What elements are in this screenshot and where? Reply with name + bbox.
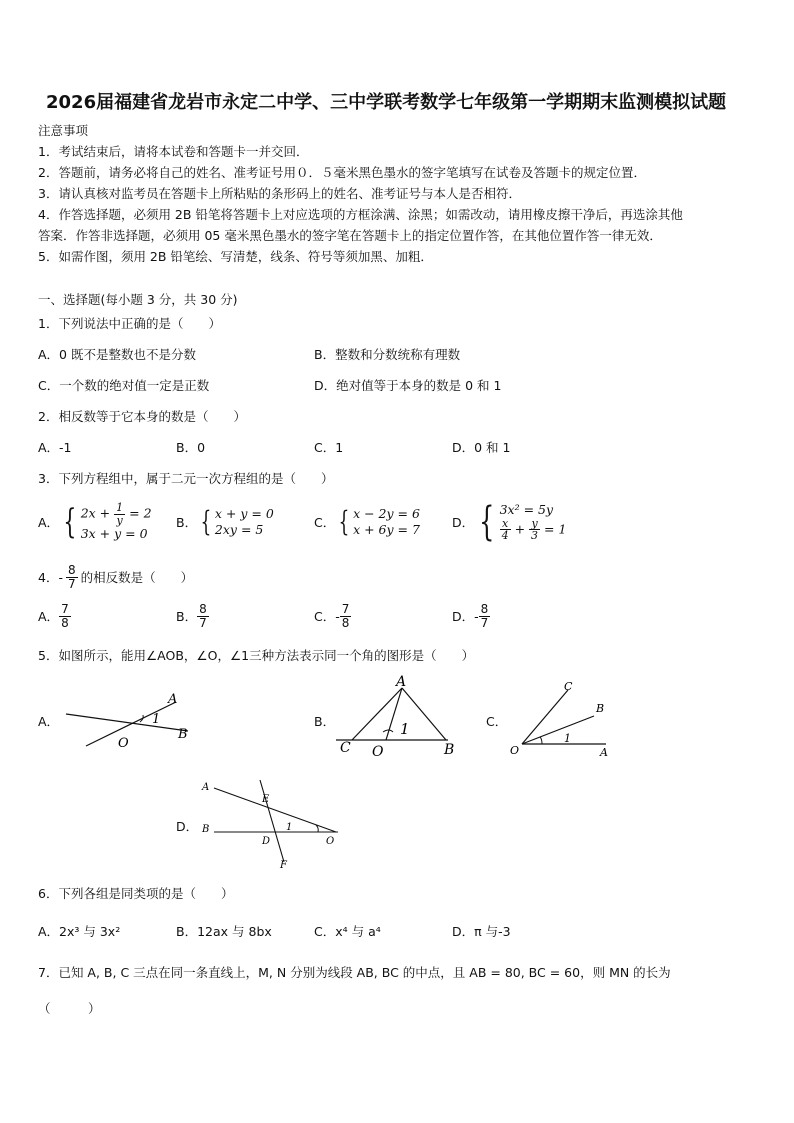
q6-option-d: D．π 与-3 xyxy=(452,924,511,939)
denominator: 7 xyxy=(480,615,489,630)
question-7-paren: （ ） xyxy=(38,1001,101,1016)
numerator: 8 xyxy=(480,601,489,616)
question-7-stem: 7．已知 A, B, C 三点在同一条直线上，M, N 分别为线段 AB, BC 的中点，且 AB = 80, BC = 60，则 MN 的长为 xyxy=(38,965,671,980)
q3-option-b xyxy=(176,501,274,543)
label-f: F xyxy=(280,860,287,870)
notice-item: 3．请认真核对监考员在答题卡上所粘贴的条形码上的姓名、准考证号与本人是否相符． xyxy=(38,186,521,201)
equation-system xyxy=(353,506,420,537)
label-e: E xyxy=(262,794,270,805)
fraction xyxy=(59,603,71,629)
label-c: C xyxy=(564,680,573,693)
q5-option-b-label: B． xyxy=(314,714,336,729)
label-a: A xyxy=(202,782,210,793)
denominator: 3 xyxy=(531,529,539,543)
question-1-stem: 1．下列说法中正确的是（ ） xyxy=(38,316,221,331)
label-a: A xyxy=(168,692,178,707)
option-label: B． xyxy=(176,515,198,530)
equation-line xyxy=(500,518,567,542)
notice-item: 2．答题前，请务必将自己的姓名、准考证号用０．５毫米黑色墨水的签字笔填写在试卷及答题卡的规定位置． xyxy=(38,165,646,180)
label-b: B xyxy=(178,727,188,742)
fraction xyxy=(529,518,540,542)
question-2-stem: 2．相反数等于它本身的数是（ ） xyxy=(38,409,246,424)
stem-suffix: 的相反数是（ ） xyxy=(80,570,194,585)
label-d: D xyxy=(262,836,271,847)
question-6-stem: 6．下列各组是同类项的是（ ） xyxy=(38,886,234,901)
label-1: 1 xyxy=(400,720,410,738)
q5-figure-c xyxy=(506,676,618,760)
q2-option-c: C．1 xyxy=(314,440,344,455)
denominator: 4 xyxy=(501,529,509,543)
label-1: 1 xyxy=(152,712,161,727)
label-a: A xyxy=(396,674,407,690)
fraction xyxy=(197,603,209,629)
q1-option-b: B．整数和分数统称有理数 xyxy=(314,347,461,362)
denominator: 8 xyxy=(341,615,350,630)
q6-option-b: B．12ax 与 8bx xyxy=(176,924,272,939)
denominator: 7 xyxy=(67,576,76,591)
equation-system xyxy=(500,502,567,542)
equation-part: + xyxy=(514,521,526,537)
angle-arc xyxy=(540,737,542,744)
numerator: 8 xyxy=(199,601,207,616)
equation-line: 3x² = 5y xyxy=(499,502,554,518)
fraction xyxy=(479,603,491,629)
notice-heading: 注意事项 xyxy=(38,123,89,138)
q2-option-d: D．0 和 1 xyxy=(452,440,511,455)
ray-ob xyxy=(522,716,594,744)
numerator: 1 xyxy=(116,501,124,515)
brace-icon: { xyxy=(63,502,77,542)
numerator: 8 xyxy=(67,562,76,577)
q1-option-a: A．0 既不是整数也不是分数 xyxy=(38,347,196,362)
equation-system xyxy=(215,506,274,537)
stem-prefix: 4．- xyxy=(38,570,63,585)
page-title: 2026届福建省龙岩市永定二中学、三中学联考数学七年级第一学期期末监测模拟试题 xyxy=(46,92,727,113)
q3-option-d xyxy=(452,494,566,550)
equation-line: x − 2y = 6 xyxy=(353,506,420,522)
q3-option-a xyxy=(38,497,152,547)
q4-option-a xyxy=(38,599,71,633)
numerator: x xyxy=(500,518,511,531)
brace-icon: { xyxy=(200,505,212,538)
option-label: A． xyxy=(38,609,60,624)
label-b: B xyxy=(202,824,210,835)
numerator: 7 xyxy=(61,601,69,616)
equation-part: 2x + xyxy=(80,505,111,521)
q2-option-b: B．0 xyxy=(176,440,206,455)
q5-option-a-label: A． xyxy=(38,714,60,729)
label-1: 1 xyxy=(286,822,293,833)
fraction xyxy=(114,502,125,526)
q6-option-a: A．2x³ 与 3x² xyxy=(38,924,121,939)
option-label: B． xyxy=(176,609,198,624)
option-label: C．- xyxy=(314,609,340,624)
line-ef xyxy=(260,780,284,862)
label-c: C xyxy=(340,740,351,756)
q1-option-d: D．绝对值等于本身的数是 0 和 1 xyxy=(314,378,502,393)
q5-figure-d xyxy=(200,778,350,870)
notice-item: 4．作答选择题，必须用 2B 铅笔将答题卡上对应选项的方框涂满、涂黑；如需改动，请用橡皮擦干净后，再选涂其他 xyxy=(38,207,683,222)
denominator: y xyxy=(116,513,123,527)
numerator: 7 xyxy=(341,601,350,616)
label-1: 1 xyxy=(564,732,571,745)
q4-option-b xyxy=(176,599,209,633)
fraction xyxy=(66,564,78,590)
equation-part: = 1 xyxy=(544,521,567,537)
q5-option-c-label: C． xyxy=(486,714,508,729)
line-ao xyxy=(214,788,336,832)
equation-line: 2xy = 5 xyxy=(214,522,264,537)
option-label: D．- xyxy=(452,609,479,624)
q3-option-c xyxy=(314,501,420,543)
denominator: 8 xyxy=(61,615,69,630)
line-oa xyxy=(86,702,176,746)
option-label: C． xyxy=(314,515,336,530)
section-heading: 一、选择题(每小题 3 分，共 30 分) xyxy=(38,292,238,307)
label-o: O xyxy=(118,736,129,748)
fraction xyxy=(340,603,352,629)
notice-item: 答案．作答非选择题，必须用 05 毫米黑色墨水的签字笔在答题卡上的指定位置作答，在其他位置作答一律无效． xyxy=(38,228,662,243)
numerator: y xyxy=(529,518,540,531)
q1-option-c: C．一个数的绝对值一定是正数 xyxy=(38,378,210,393)
fraction xyxy=(500,518,511,542)
brace-icon: { xyxy=(338,505,350,538)
denominator: 7 xyxy=(199,615,207,630)
equation-line: x + 6y = 7 xyxy=(353,522,420,537)
notice-item: 5．如需作图，须用 2B 铅笔绘、写清楚，线条、符号等须加黑、加粗． xyxy=(38,249,433,264)
equation-system xyxy=(81,502,152,542)
q4-option-d xyxy=(452,599,490,633)
ray-oc xyxy=(522,690,568,744)
label-b: B xyxy=(444,742,455,758)
label-o: O xyxy=(326,836,335,847)
question-3-stem: 3．下列方程组中，属于二元一次方程组的是（ ） xyxy=(38,471,334,486)
equation-line: 3x + y = 0 xyxy=(80,526,148,542)
label-b: B xyxy=(596,702,605,715)
label-o: O xyxy=(372,744,384,760)
q6-option-c: C．x⁴ 与 a⁴ xyxy=(314,924,381,939)
q2-option-a: A．-1 xyxy=(38,440,72,455)
q5-figure-a xyxy=(60,688,200,748)
equation-line: x + y = 0 xyxy=(214,506,274,522)
question-4-stem xyxy=(38,560,193,594)
q5-option-d-label: D． xyxy=(176,819,199,834)
brace-icon: { xyxy=(479,499,495,545)
line-ob xyxy=(66,714,188,731)
label-a: A xyxy=(600,746,608,759)
equation-part: = 2 xyxy=(129,505,152,521)
option-label: A． xyxy=(38,515,60,530)
question-5-stem: 5．如图所示，能用∠AOB，∠O，∠1三种方法表示同一个角的图形是（ ） xyxy=(38,648,475,663)
q4-option-c xyxy=(314,599,351,633)
q5-figure-b xyxy=(336,672,466,760)
notice-item: 1．考试结束后，请将本试卷和答题卡一并交回． xyxy=(38,144,309,159)
option-label: D． xyxy=(452,515,475,530)
label-o: O xyxy=(510,744,520,757)
equation-line xyxy=(81,502,152,526)
